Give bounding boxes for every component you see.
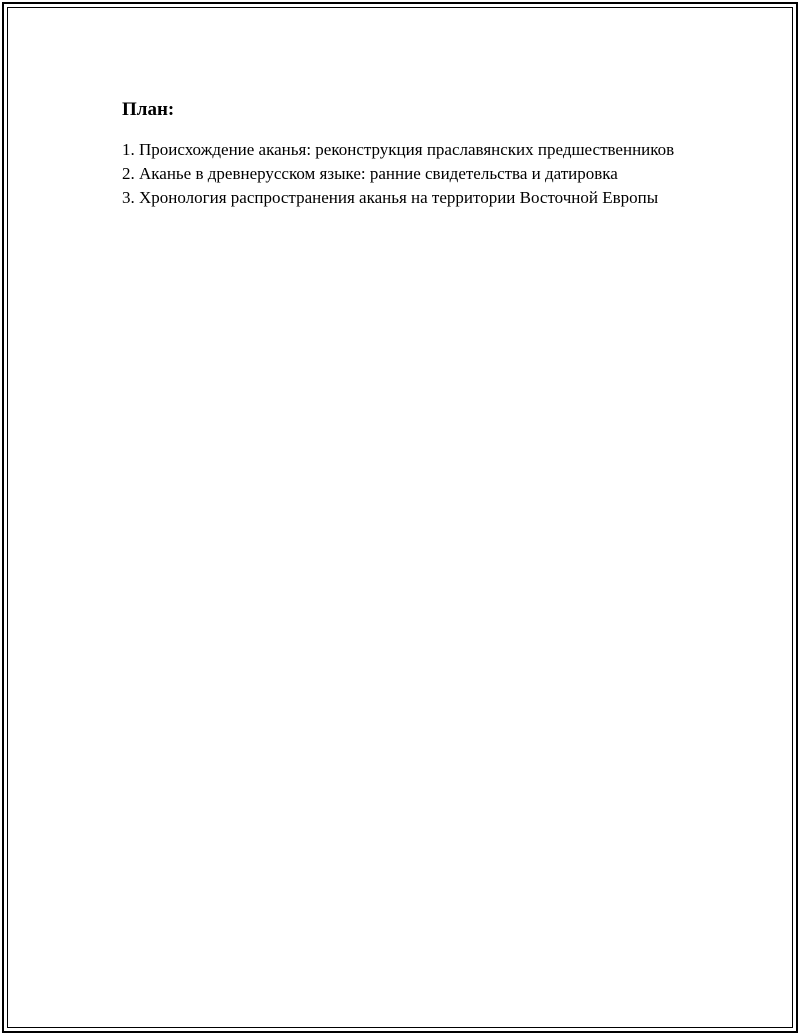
plan-list xyxy=(122,138,682,210)
plan-title: План: xyxy=(122,99,175,120)
plan-item-3: 3. Хронология распространения аканья на территории Восточной Европы xyxy=(122,188,659,207)
page-content xyxy=(122,98,682,210)
page-frame xyxy=(2,2,798,1033)
plan-item-1: 1. Происхождение аканья: реконструкция праславянских предшественников xyxy=(122,140,675,159)
plan-item-2: 2. Аканье в древнерусском языке: ранние свидетельства и датировка xyxy=(122,164,618,183)
